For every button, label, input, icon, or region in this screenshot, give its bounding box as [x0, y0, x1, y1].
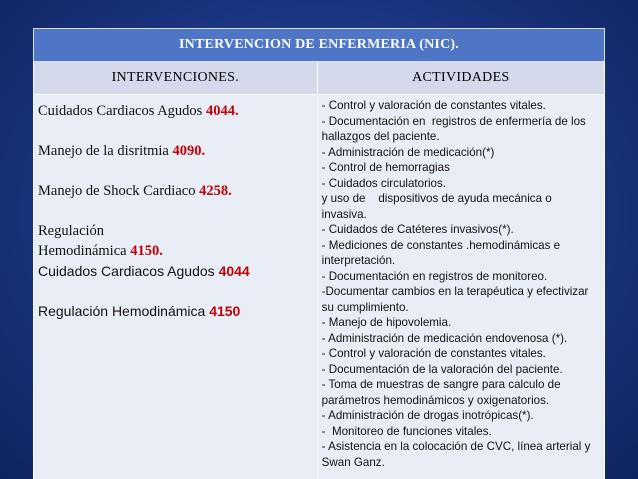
intervention-item	[38, 301, 317, 321]
intervention-item	[38, 221, 317, 261]
intervention-code: 4044	[218, 263, 250, 279]
intervention-item	[38, 101, 317, 121]
activity-item: - Documentación en registros de enfermería de los hallazgos del paciente.	[321, 114, 590, 143]
nic-table	[33, 28, 605, 479]
activity-item: - Administración de medicación endovenosa (*).	[321, 331, 568, 345]
intervention-code: 4044.	[205, 103, 239, 119]
activity-item: -Documentar cambios en la terapéutica y efectivizar su cumplimiento.	[321, 285, 592, 314]
intervention-label: Manejo de Shock Cardiaco	[38, 183, 200, 199]
interventions-cell	[34, 95, 318, 479]
activity-item: - Manejo de hipovolemia.	[321, 316, 452, 329]
activity-item: - Toma de muestras de sangre para calculo de parámetros hemodinámicos y oxigenatorios.	[321, 378, 564, 407]
activities-header: ACTIVIDADES	[317, 62, 604, 95]
intervention-item	[38, 181, 317, 201]
activities-cell	[317, 95, 604, 479]
intervention-label: Cuidados Cardiacos Agudos	[38, 103, 206, 119]
intervention-item	[38, 141, 317, 161]
table-title: INTERVENCION DE ENFERMERIA (NIC).	[34, 29, 605, 62]
intervention-label: Regulación Hemodinámica	[38, 303, 210, 319]
intervention-label: Regulación	[38, 223, 105, 239]
intervention-label: Manejo de la disritmia	[38, 143, 173, 159]
activity-item: - Control y valoración de constantes vitales.	[321, 99, 546, 112]
activity-item: - Asistencia en la colocación de CVC, línea arterial y Swan Ganz.	[321, 440, 594, 469]
intervention-code: 4150.	[130, 243, 163, 259]
activity-item: y uso de dispositivos de ayuda mecánica o invasiva.	[321, 192, 555, 221]
activity-item: - Monitoreo de funciones vitales.	[321, 424, 492, 438]
activity-item: - Cuidados circulatorios.	[321, 176, 447, 190]
intervention-code: 4090.	[172, 143, 206, 159]
interventions-header: INTERVENCIONES.	[34, 62, 318, 95]
activity-item: - Cuidados de Catéteres invasivos(*).	[321, 223, 514, 236]
activity-item: - Mediciones de constantes .hemodinámicas e interpretación.	[321, 238, 564, 267]
activity-item: - Administración de drogas inotrópicas(*).	[321, 409, 534, 422]
intervention-code: 4150	[209, 303, 241, 319]
activity-item: - Control de hemorragias	[321, 161, 450, 174]
intervention-item	[38, 261, 317, 281]
intervention-code: 4258.	[199, 183, 232, 199]
activity-item: - Documentación de la valoración del paciente.	[321, 362, 563, 376]
intervention-label: Cuidados Cardiacos Agudos	[38, 263, 219, 279]
activities-list	[318, 95, 604, 470]
activity-item: - Control y valoración de constantes vitales.	[321, 347, 546, 360]
intervention-label: Hemodinámica	[38, 243, 131, 259]
activity-item: - Administración de medicación(*)	[321, 145, 495, 159]
activity-item: - Documentación en registros de monitoreo.	[321, 269, 548, 283]
